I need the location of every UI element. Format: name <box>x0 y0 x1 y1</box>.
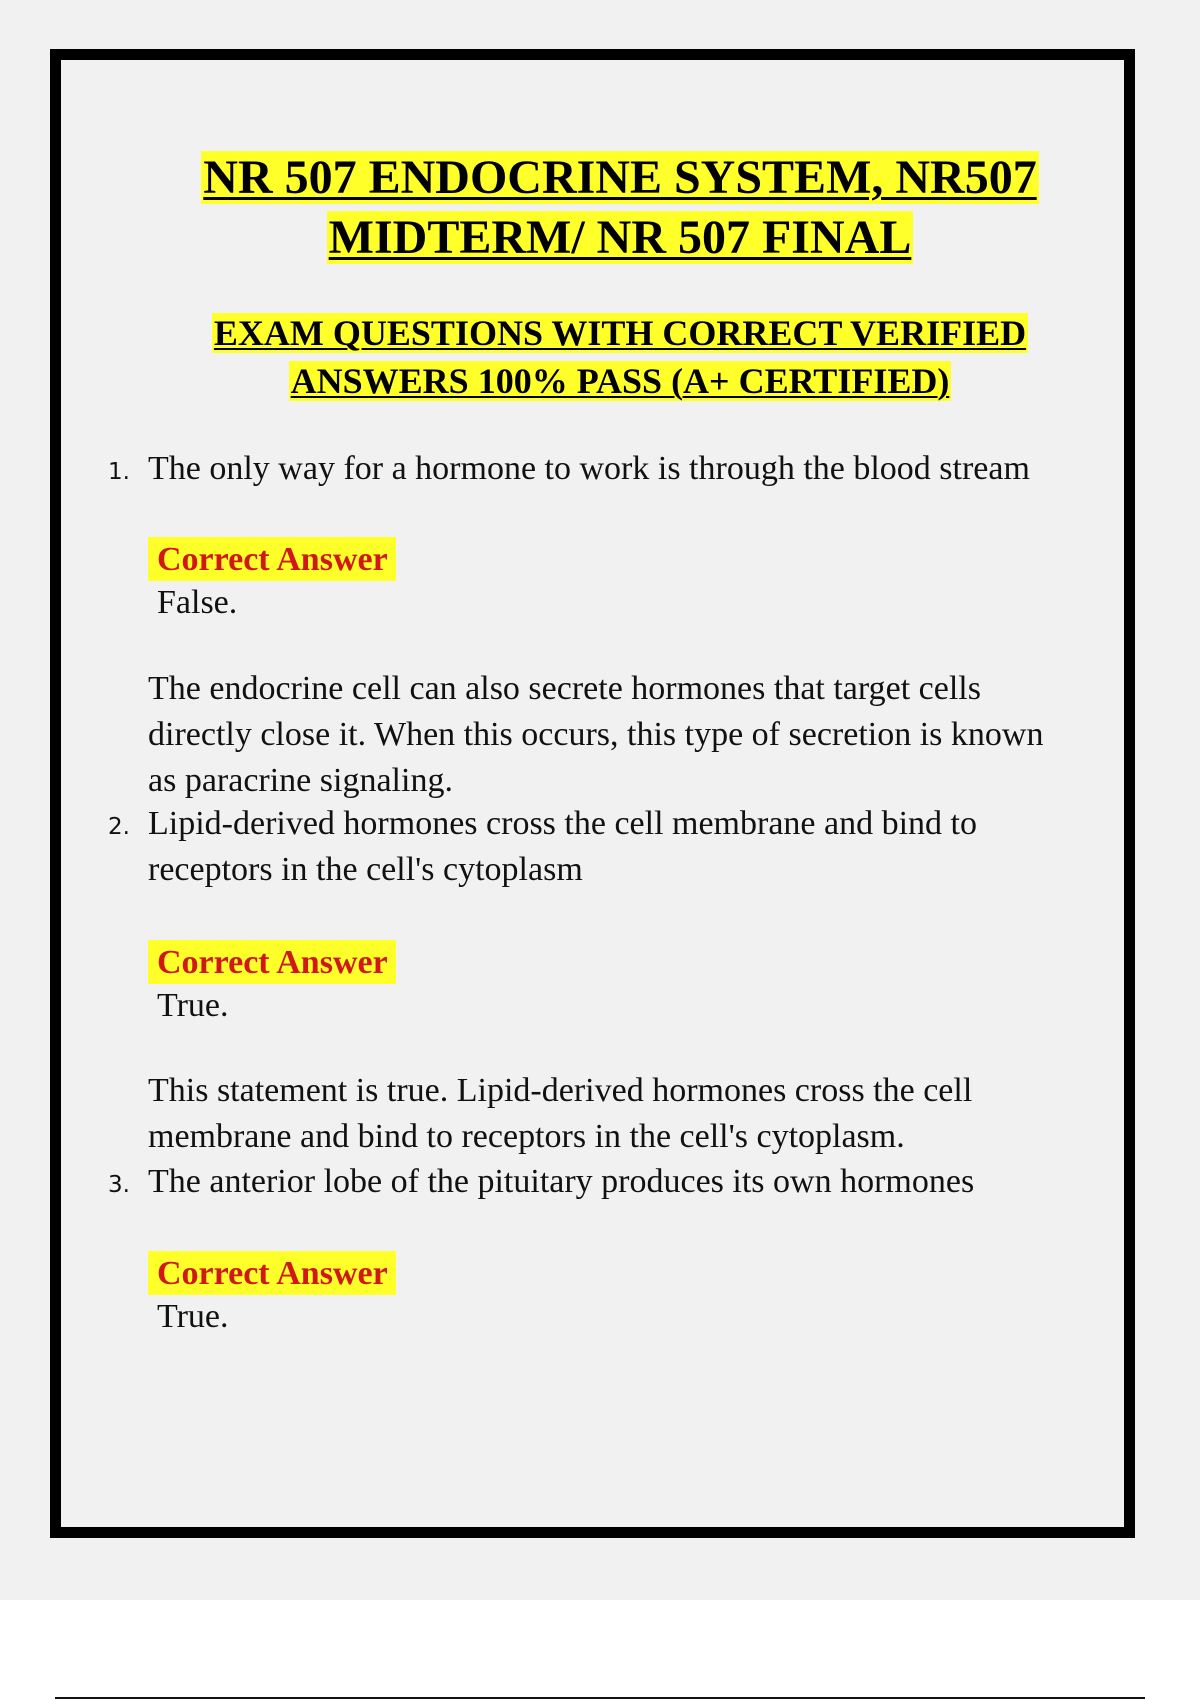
question-number: 2. <box>108 814 130 840</box>
document-subtitle <box>0 309 1200 405</box>
footer-divider <box>55 1697 1145 1699</box>
answer-value: True. <box>157 1298 229 1335</box>
correct-answer-label: Correct Answer <box>148 940 396 984</box>
document-title <box>0 148 1200 268</box>
subtitle-line-2: ANSWERS 100% PASS (A+ CERTIFIED) <box>290 361 950 401</box>
question-text: The only way for a hormone to work is through the blood stream <box>148 450 1030 487</box>
question-number: 3. <box>108 1172 130 1198</box>
question-text: The anterior lobe of the pituitary produces its own hormones <box>148 1163 975 1200</box>
question-text: Lipid-derived hormones cross the cell membrane and bind to receptors in the cell's cytoplasm <box>148 805 977 888</box>
answer-explanation: This statement is true. Lipid-derived hormones cross the cell membrane and bind to receptors in the cell's cytoplasm. <box>148 1072 973 1155</box>
question-number: 1. <box>108 459 130 485</box>
title-line-2: MIDTERM/ NR 507 FINAL <box>328 211 912 264</box>
answer-value: False. <box>157 584 238 621</box>
correct-answer-label: Correct Answer <box>148 1251 396 1295</box>
answer-explanation: The endocrine cell can also secrete hormones that target cells directly close it. When this occurs, this type of secretion is known as paracrine signaling. <box>148 670 1044 799</box>
title-line-1: NR 507 ENDOCRINE SYSTEM, NR507 <box>203 151 1037 204</box>
correct-answer-label: Correct Answer <box>148 537 396 581</box>
subtitle-line-1: EXAM QUESTIONS WITH CORRECT VERIFIED <box>213 313 1027 353</box>
answer-value: True. <box>157 987 229 1024</box>
